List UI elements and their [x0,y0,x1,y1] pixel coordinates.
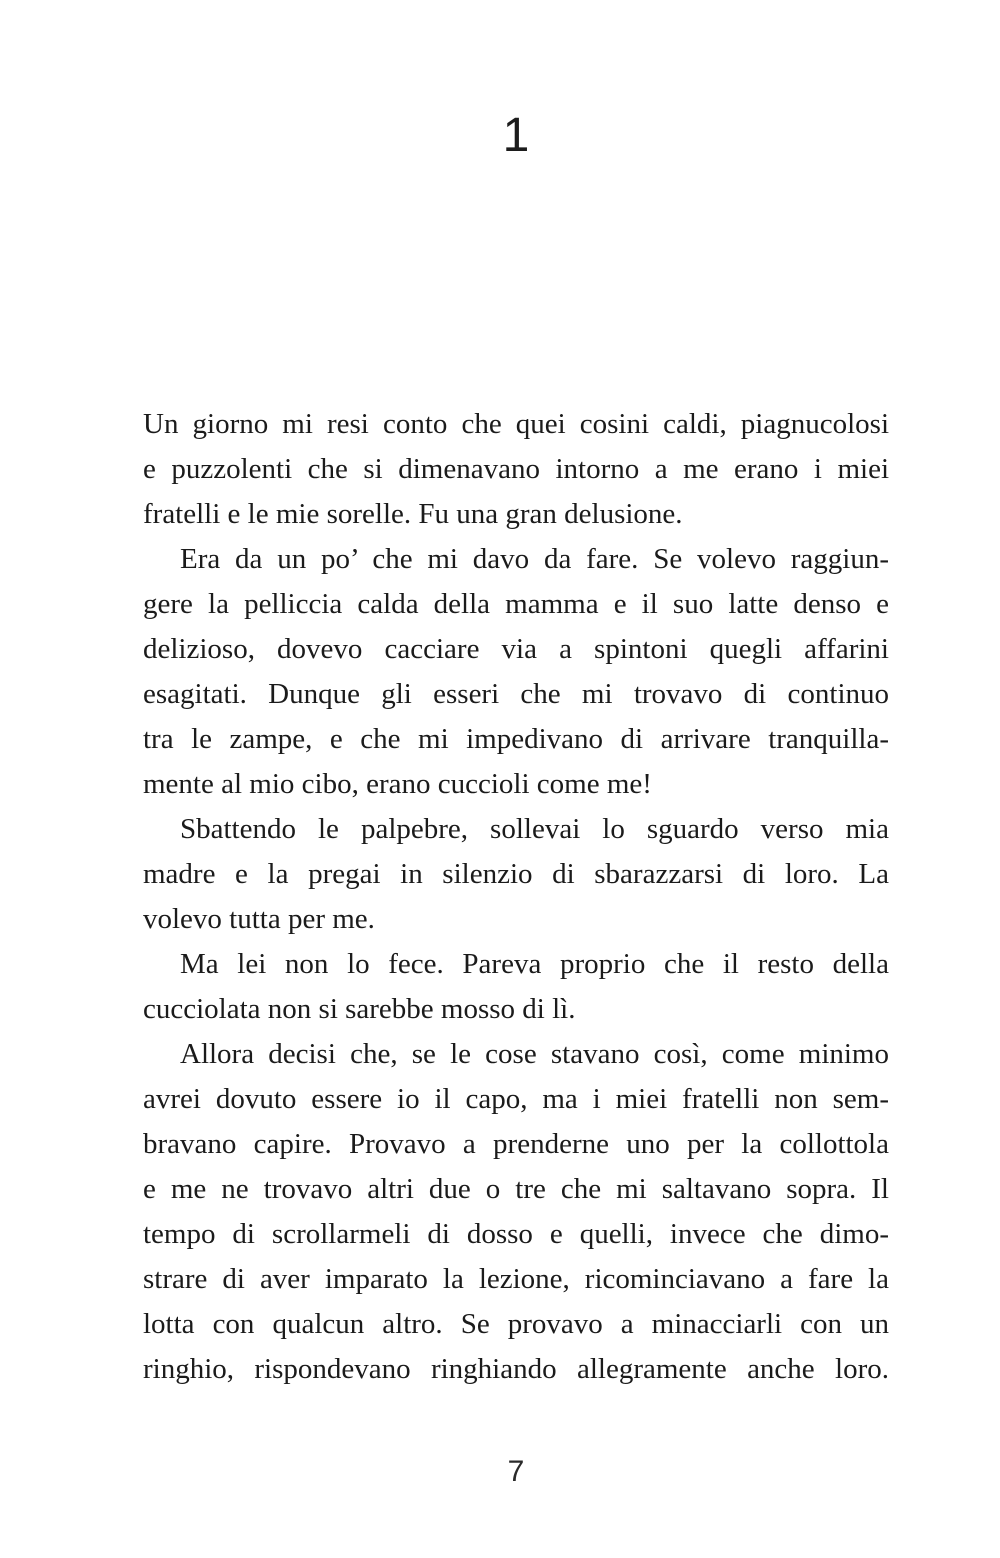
text-line: ringhio, rispondevano ringhiando allegramente anche loro. [143,1353,889,1385]
text-line: Allora decisi che, se le cose stavano così, come minimo [180,1038,889,1070]
text-line: delizioso, dovevo cacciare via a spintoni quegli affarini [143,633,889,665]
page-number: 7 [507,1455,525,1488]
text-line: e me ne trovavo altri due o tre che mi saltavano sopra. Il [143,1173,889,1205]
text-line: Era da un po’ che mi davo da fare. Se volevo raggiun- [180,543,889,575]
text-line: bravano capire. Provavo a prenderne uno per la collottola [143,1128,889,1160]
text-line: strare di aver imparato la lezione, ricominciavano a fare la [143,1263,889,1295]
text-line: mente al mio cibo, erano cuccioli come me! [143,768,652,800]
text-line: volevo tutta per me. [143,903,375,935]
text-line: Un giorno mi resi conto che quei cosini caldi, piagnucolosi [143,408,889,440]
chapter-number: 1 [502,109,530,162]
text-line: fratelli e le mie sorelle. Fu una gran delusione. [143,498,683,530]
text-line: cucciolata non si sarebbe mosso di lì. [143,993,576,1025]
text-line: lotta con qualcun altro. Se provavo a minacciarli con un [143,1308,889,1340]
text-line: esagitati. Dunque gli esseri che mi trovavo di continuo [143,678,889,710]
text-line: Sbattendo le palpebre, sollevai lo sguardo verso mia [180,813,889,845]
text-line: tempo di scrollarmeli di dosso e quelli, invece che dimo- [143,1218,889,1250]
page-text [143,402,889,1392]
text-line: tra le zampe, e che mi impedivano di arrivare tranquilla- [143,723,889,755]
text-line: avrei dovuto essere io il capo, ma i miei fratelli non sem- [143,1083,889,1115]
text-line: e puzzolenti che si dimenavano intorno a me erano i miei [143,453,889,485]
text-line: gere la pelliccia calda della mamma e il suo latte denso e [143,588,889,620]
text-line: Ma lei non lo fece. Pareva proprio che il resto della [180,948,889,980]
text-line: madre e la pregai in silenzio di sbarazzarsi di loro. La [143,858,889,890]
